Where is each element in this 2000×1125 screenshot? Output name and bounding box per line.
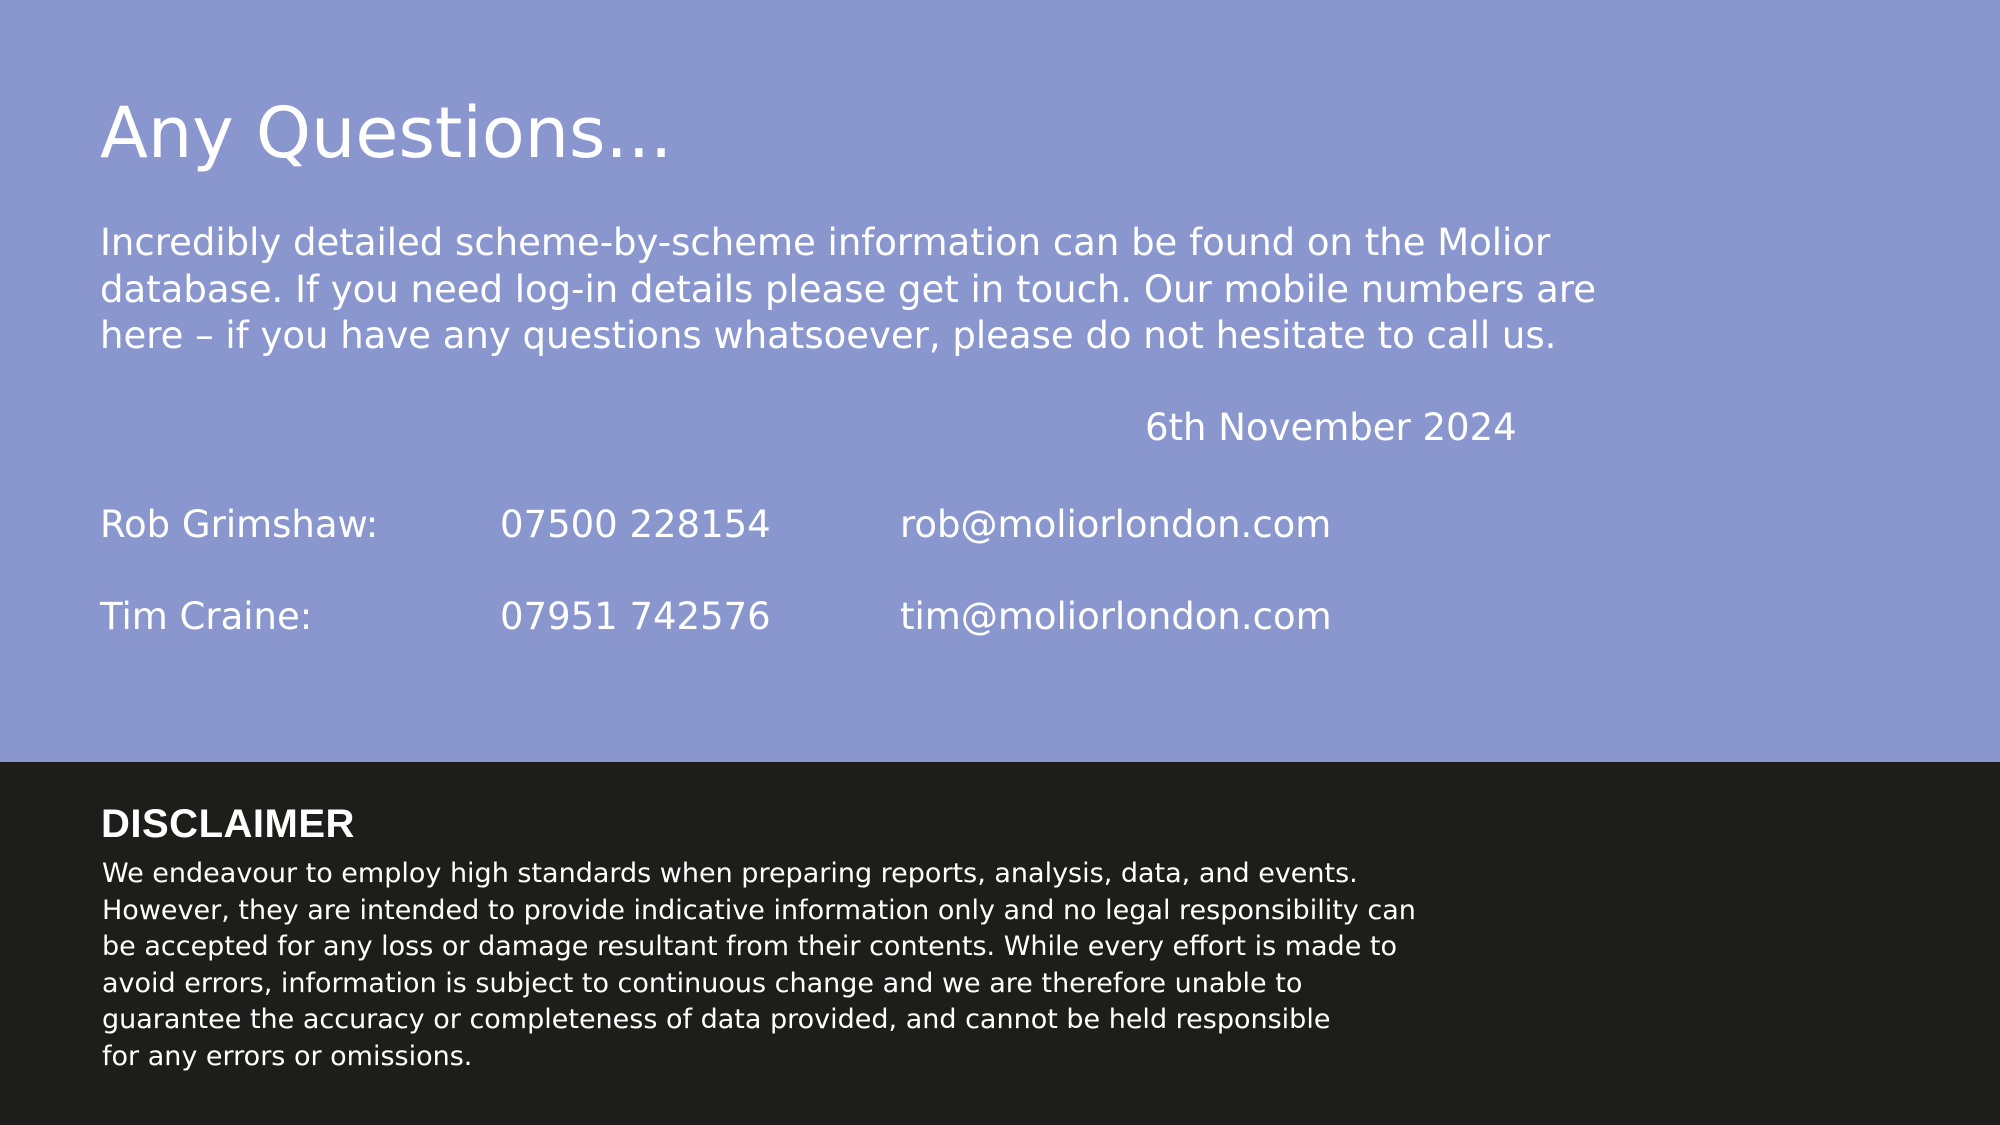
intro-line: Incredibly detailed scheme-by-scheme information can be found on the Molior	[100, 221, 1551, 264]
disclaimer-text	[102, 856, 1602, 1076]
contact-phone[interactable]: 07951 742576	[500, 595, 771, 638]
contact-phone[interactable]: 07500 228154	[500, 503, 771, 546]
intro-line: here – if you have any questions whatsoever, please do not hesitate to call us.	[100, 314, 1557, 357]
contact-name: Rob Grimshaw:	[100, 503, 379, 546]
disclaimer-line: for any errors or omissions.	[102, 1040, 473, 1072]
page-title: Any Questions...	[100, 91, 673, 174]
disclaimer-line: However, they are intended to provide indicative information only and no legal responsibility can	[102, 894, 1416, 926]
contact-row	[0, 500, 2000, 550]
date-label: 6th November 2024	[1145, 406, 1517, 449]
contact-email[interactable]: tim@moliorlondon.com	[900, 595, 1332, 638]
disclaimer-line: avoid errors, information is subject to continuous change and we are therefore unable to	[102, 967, 1303, 999]
disclaimer-line: We endeavour to employ high standards when preparing reports, analysis, data, and events.	[102, 858, 1358, 889]
intro-paragraph	[100, 220, 1600, 360]
contact-row	[0, 592, 2000, 642]
disclaimer-line: guarantee the accuracy or completeness of data provided, and cannot be held responsible	[102, 1004, 1331, 1036]
contact-name: Tim Craine:	[100, 595, 313, 638]
disclaimer-title: DISCLAIMER	[101, 802, 355, 846]
disclaimer-line: be accepted for any loss or damage resultant from their contents. While every effort is made to	[102, 931, 1397, 963]
intro-line: database. If you need log-in details please get in touch. Our mobile numbers are	[100, 267, 1597, 311]
contact-email[interactable]: rob@moliorlondon.com	[900, 503, 1332, 546]
